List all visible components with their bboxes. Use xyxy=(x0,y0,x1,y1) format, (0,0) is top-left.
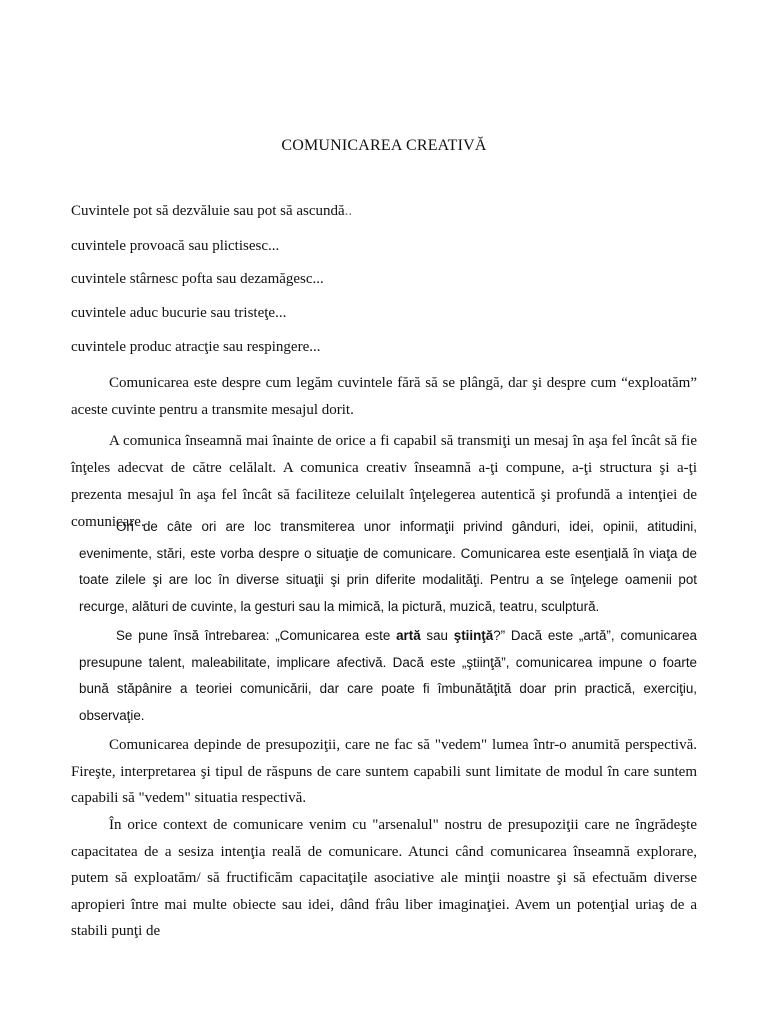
verse-text: Cuvintele pot să dezvăluie sau pot să ascundă xyxy=(71,203,345,219)
emphasis-art: artă xyxy=(396,628,421,643)
paragraph-4 xyxy=(79,623,697,729)
verse-line-1 xyxy=(71,203,352,220)
paragraph-4-text-c: ?” Dacă este „artă”, comunicarea presupune talent, maleabilitate, implicare afectivă. Dacă este „ştiinţă”, comunicarea impune o foarte bună stăpânire a teoriei comunicării, dar care poate fi îmbunătăţită doar prin practică, exerciţiu, observaţie. xyxy=(79,628,697,723)
paragraph-6: În orice context de comunicare venim cu "arsenalul" nostru de presupoziţii care ne îngrădeşte capacitatea de a sesiza intenţia reală de comunicare. Atunci când comunicarea înseamnă explorare, putem să exploatăm/ să fructificăm capacitaţile asociative ale minţii noastre şi să efectuăm diverse apropieri între mai multe obiecte sau idei, dând frâu liber imaginaţiei. Avem un potenţial uriaş de a stabili punţi de xyxy=(71,817,697,939)
verse-ellipsis: .. xyxy=(344,203,353,219)
paragraph-2: A comunica înseamnă mai înainte de orice a fi capabil să transmiţi un mesaj în aşa fel încât să fie înţeles adecvat de către celălalt. A comunica creativ înseamnă a-ţi compune, a-ţi structura şi a-ţi prezenta mesajul în aşa fel încât să faciliteze celuilalt înţelegerea autentică şi profundă a intenţiei de comunicare. xyxy=(71,433,697,530)
verse-line-3 xyxy=(71,271,324,288)
paragraph-4-text-b: sau xyxy=(420,628,454,643)
paragraph-4-text-a: Se pune însă întrebarea: „Comunicarea este xyxy=(116,628,397,643)
verse-line-5 xyxy=(71,339,320,356)
document-title: COMUNICAREA CREATIVĂ xyxy=(281,137,487,154)
paragraph-5: Comunicarea depinde de presupoziţii, care ne fac să "vedem" lumea într-o anumită perspectivă. Fireşte, interpretarea şi tipul de răspuns de care suntem capabili sunt limitate de modul în care suntem capabili să "vedem" situatia respectivă. xyxy=(71,737,697,806)
emphasis-stiinta: ştiinţă xyxy=(453,628,494,643)
verse-line-2 xyxy=(71,238,279,255)
verse-text: cuvintele aduc bucurie sau tristeţe... xyxy=(71,305,287,321)
verse-text: cuvintele produc atracţie sau respingere... xyxy=(71,339,321,355)
verse-text: cuvintele stârnesc pofta sau dezamăgesc... xyxy=(71,271,324,287)
verse-line-4 xyxy=(71,305,286,322)
paragraph-1: Comunicarea este despre cum legăm cuvintele fără să se plângă, dar şi despre cum “exploatăm” aceste cuvinte pentru a transmite mesajul dorit. xyxy=(71,375,697,418)
paragraph-3: Ori de câte ori are loc transmiterea unor informaţii privind gânduri, idei, opinii, atitudini, evenimente, stări, este vorba despre o situaţie de comunicare. Comunicarea este esenţială în viaţa de toate zilele şi are loc în diverse situaţii şi prin diferite modalităţi. Pentru a se înţelege oamenii pot recurge, alături de cuvinte, la gesturi sau la mimică, la pictură, muzică, teatru, sculptură. xyxy=(79,519,697,614)
verse-text: cuvintele provoacă sau plictisesc... xyxy=(71,238,280,254)
